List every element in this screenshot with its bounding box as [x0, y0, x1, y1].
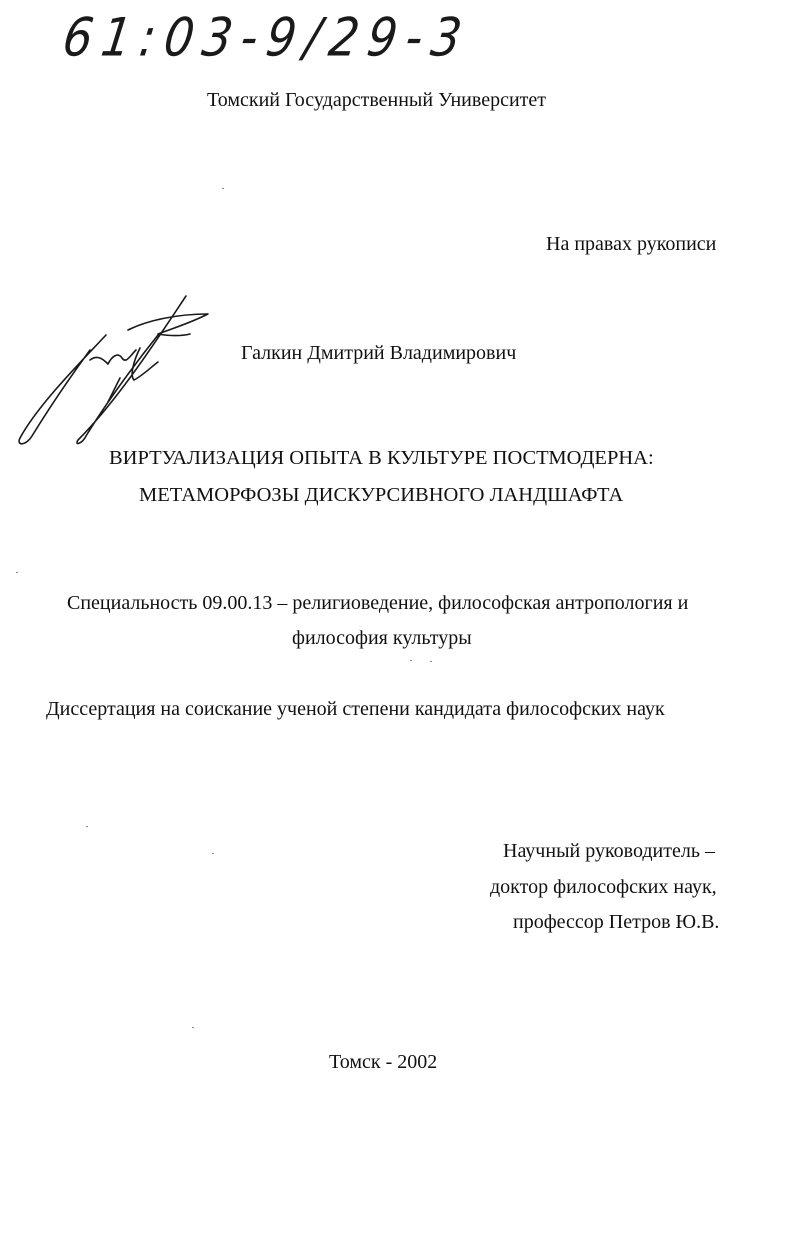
scan-speck: [212, 853, 214, 854]
university-name: Томский Государственный Университет: [207, 89, 547, 111]
scan-speck: [222, 188, 224, 189]
dissertation-type: Диссертация на соискание ученой степени кандидата философских наук: [46, 698, 665, 720]
scan-speck: [430, 661, 432, 662]
specialty-line-1: Специальность 09.00.13 – религиоведение, философская антропология и: [67, 592, 689, 614]
scan-speck: [16, 572, 18, 573]
author-name: Галкин Дмитрий Владимирович: [241, 342, 517, 364]
archive-number-handwritten: 61:03-9/29-3: [59, 6, 475, 69]
supervisor-role: Научный руководитель –: [503, 840, 715, 862]
specialty-line-2: философия культуры: [292, 627, 472, 649]
signature-image: [8, 290, 223, 450]
rights-note: На правах рукописи: [546, 233, 717, 255]
supervisor-name: профессор Петров Ю.В.: [513, 911, 720, 933]
scan-speck: [192, 1027, 194, 1028]
place-year: Томск - 2002: [329, 1051, 438, 1073]
supervisor-degree: доктор философских наук,: [490, 876, 717, 898]
title-line-1: ВИРТУАЛИЗАЦИЯ ОПЫТА В КУЛЬТУРЕ ПОСТМОДЕРНА:: [109, 447, 654, 469]
scan-speck: [86, 826, 88, 827]
title-line-2: МЕТАМОРФОЗЫ ДИСКУРСИВНОГО ЛАНДШАФТА: [139, 484, 624, 506]
scan-speck: [410, 660, 412, 661]
